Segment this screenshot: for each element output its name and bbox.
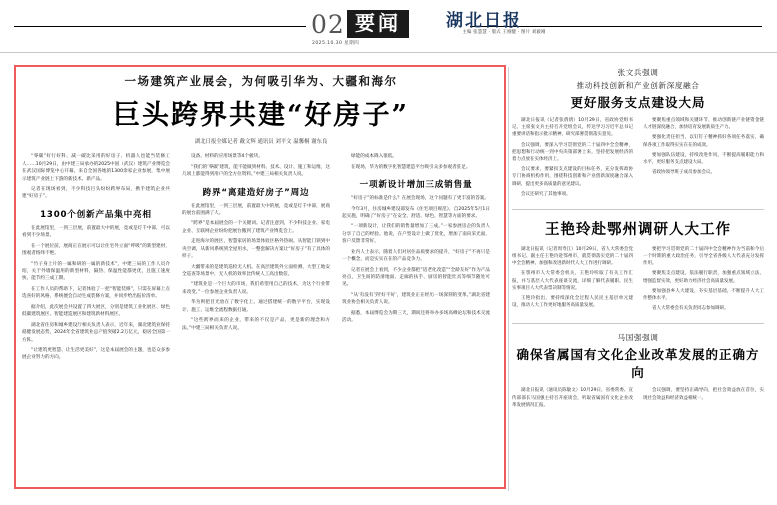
paragraph: 王艳玲指出，要持续深化全过程人民民主基层单元建设，推动人大工作更好地服务高质量发展。	[512, 296, 633, 309]
story-wangyanling	[512, 218, 764, 316]
lead-story	[22, 73, 500, 483]
secondary-stories	[512, 67, 764, 491]
story-shoulder: 张文兵强调	[617, 68, 659, 77]
story-headline: 确保省属国有文化企业改革发展的正确方向	[516, 347, 760, 381]
paragraph: “跨界”是本届展会的一个关键词。记者注意到，不少科技企业、家电企业、互联网企业纷纷把展台搬到了建筑产业博览会上。	[182, 221, 330, 234]
paragraph: 省人大常委会有关负责同志参加调研。	[652, 306, 729, 312]
paragraph: 在鄂州市人大常委会机关，王艳玲听取了有关工作汇报，并与基层人大代表座谈交流，详细了解代表履职、民生实事项目人大代表票决制等情况。	[512, 271, 633, 291]
lead-column-3	[342, 153, 490, 365]
lead-subhead-3: 一项新设计增加三成销售量	[359, 180, 473, 191]
lead-shoulder-headline: 一场建筑产业展会，为何吸引华为、大疆和海尔	[124, 74, 398, 88]
newspaper-sheet	[0, 53, 777, 505]
paragraph: 省政协领导班子成员参加会议。	[652, 170, 715, 176]
story-dek: 推动科技创新和产业创新深度融合	[576, 81, 700, 90]
lead-main-headline: 巨头跨界共建“好房子”	[112, 100, 410, 131]
story-column-2	[643, 246, 764, 316]
story-divider	[512, 323, 764, 324]
paper-credits: 主编 张慧慧 · 版式 王刚健 · 图片 刘毅刚	[462, 30, 546, 35]
paragraph: 湖北省住房和城乡建设厅相关负责人表示，近年来，湖北建筑业保持稳健发展态势，2024年全省建筑业总产值突破2.2万亿元，稳居全国第一方阵。	[22, 322, 170, 343]
column-divider	[508, 67, 509, 491]
lead-subhead-1: 1300个创新产品集中亮相	[40, 209, 152, 220]
story-body	[512, 387, 764, 412]
story-divider	[512, 209, 764, 210]
paragraph: 湖北日报讯（通讯员陈敏文）10月29日，省委常委、宣传部部长马国强主持召开座谈会，听取省属国有文化企业改革发展情况汇报。	[512, 388, 633, 408]
lead-column-1	[22, 153, 170, 365]
paragraph: “从‘有没有’到‘好不好’，建筑业正在经历一场深刻的变革。”湖北省建筑业协会相关负责人说。	[342, 292, 490, 306]
story-zhangwenbing	[512, 67, 764, 201]
lead-column-2	[182, 153, 330, 365]
paragraph: “一项新设计，让我们的销售量增加了三成。”一家参展房企的负责人分享了自己的经验。他说，在户型设计上做了优化，增加了南向采光面，客户反馈非常好。	[342, 224, 490, 245]
story-column-2	[643, 387, 764, 412]
paragraph: 记者在展会上看到，不少企业都把“适老化改造”“全龄友好”作为产品亮点，卫生间的防滑地面、走廊的扶手、厨房的智能灶具等细节随处可见。	[342, 267, 490, 288]
paragraph: “好房子”的标准是什么？在展会现场，这个问题有了更丰富的答案。	[351, 196, 489, 202]
paragraph: 湖北日报讯（记者周寿江）10月29日，省人大常委会党组书记、副主任王艳玲赴鄂州市，就贯彻落实党的二十届四中全会精神、加强和改进新时代人大工作进行调研。	[512, 246, 633, 267]
paragraph: 绿能的成本降入很低。	[351, 154, 397, 160]
paragraph: 在现场，华为的数字化智慧建造平台吸引众多参观者驻足。	[351, 164, 471, 170]
paper-logo: 湖北日报	[446, 11, 522, 31]
paragraph: 要加强队伍建设，持续改进作风，不断提高履职能力和水平，更好服务支点建设大局。	[643, 152, 764, 165]
paragraph: 要加强县乡人大建设，夯实基层基础，不断提升人大工作整体水平。	[643, 288, 764, 301]
section-label: 要闻	[347, 10, 409, 38]
lead-subhead-2: 跨界“离建造好房子”周边	[202, 187, 310, 198]
paragraph: “我们的‘零碳’建筑，能不能做到材料、技术、设计、施工和运维，这几项上都能得到用户的全方位资料。”中建三局相关负责人说。	[182, 164, 330, 178]
paragraph: 今年3月，住房城乡建设部发布《住宅项目规范》，自2025年5月1日起实施，明确了“好房子”在安全、舒适、绿色、智慧等方面的要求。	[342, 206, 490, 219]
story-column-1	[512, 117, 633, 201]
story-headline: 更好服务支点建设大局	[570, 95, 706, 110]
story-body	[512, 246, 764, 316]
paragraph: “竹子身上片的一属和研的一属的新技术”，中建三局的工作人员介绍，关于外墙保温用的新型材料，隔热、保温性能都更优，且施工速度快，能节约三成工期。	[22, 261, 170, 282]
paragraph: 在此展馆里，一到三层展，前置最大中的展，竟或是灯千中部，展商的展台前围满了人。	[182, 203, 330, 216]
paragraph: “零碳”好行好科、减一碳比采用的好房子、机器人也能当装修工人……10月29日，由中建三局承办的2025中国（武汉）建筑产业博览会在武汉国际博览中心开幕，来自全国各地的1300余家企业参展，集中展示建筑产业链上下游的新技术、新产品。	[22, 154, 170, 182]
paragraph: 记者在现场看到，不少科技巨头纷纷跨界布局，携手建筑企业共建“好房子”。	[22, 186, 170, 200]
masthead	[0, 0, 777, 53]
paragraph: 要聚焦支点建设，依法履行职责，加强重点领域立法，增强监督实效，更好助力经济社会高质量发展。	[643, 271, 764, 284]
paragraph: 走进海尔的展区，智慧家居的场景体验区格外热闹。从智能门锁到中央空调，从新风系统到全屋用水，一整套解决方案让“好房子”有了具体的样子。	[182, 239, 330, 260]
paragraph: 要强化责任担当，以钉钉子精神抓好各项任务落实，确保各项工作取得实实在在的成效。	[643, 135, 764, 148]
story-body	[512, 117, 764, 201]
story-column-1	[512, 246, 633, 316]
paragraph: 在此展馆里，一到三层展，前置最大中的展，竟或是灯千中部，可以看到不少场景。	[22, 225, 170, 239]
paragraph: 要聚焦重点领域和关键环节，推动创新链产业链资金链人才链深度融合，加快培育发展新质生产力。	[643, 118, 764, 131]
masthead-date: 2025.10.30 星期四	[312, 41, 360, 46]
paragraph: 据悉，本届博览会为期三天，期间还将举办多场高峰论坛和技术交流活动。	[342, 310, 490, 324]
paragraph: “这些跨界而来的企业，带来的不仅是产品，更是新的理念和方法。”中建三局相关负责人说。	[182, 318, 330, 331]
paragraph: 在一个展位前，展商正在展示可以让住宅外立面“呼吸”的新型建材，围观者络绎不绝。	[22, 243, 170, 257]
paragraph: 会议还研究了其他事项。	[521, 191, 571, 197]
paragraph: 要把学习贯彻党的二十届四中全会精神作为当前和今后一个时期的重大政治任务，引导全省各级人大代表充分发挥作用。	[643, 246, 764, 267]
paragraph: 华为则把目光放在了数字化上。通过搭建统一的数字平台，实现设计、施工、运维全流程数据打通。	[182, 300, 330, 313]
paragraph: “建筑业是一个巨大的市场，我们希望用自己的技术，为这个行业带来改变。”一位参展企业负责人说。	[182, 282, 330, 295]
paragraph: 业内人士表示，随着人们对居住品质要求的提升，“好房子”不再只是一个概念，而是实实在在的产品竞争力。	[342, 249, 490, 263]
paragraph: 会议强调，要坚持正确导向，把社会效益放在首位，实现社会效益和经济效益相统一。	[643, 388, 764, 401]
paragraph: 设备、材料的应用场景等4个板块。	[191, 154, 263, 160]
story-column-2	[643, 117, 764, 201]
masthead-rule-left	[14, 26, 306, 27]
story-headline: 王艳玲赴鄂州调研人大工作	[545, 220, 731, 238]
paragraph: 在工作人员的帮助下，记者体验了一把“智能装修”，只需在屏幕上点选喜好的风格，系统便会自动生成装修方案，并同步给出报价清单。	[22, 286, 170, 300]
page-number: 02	[311, 10, 345, 39]
paragraph: 大疆带来的是建筑巡检无人机。在高层建筑外立面检测、大型工地安全巡查等场景中，无人机的效率比传统人工高出数倍。	[182, 264, 330, 277]
story-maguoqiang	[512, 332, 764, 412]
paragraph: 据介绍，此次展会共设置了四大展区，分别是建筑工业化展区、绿色低碳建筑展区、智能建造展区和建筑新材料展区。	[22, 304, 170, 318]
story-shoulder: 马国强强调	[617, 333, 659, 343]
lead-body-columns	[22, 153, 500, 365]
lead-byline: 湖北日报全媒记者 戴文辉 通讯员 刘平文 温馨桐 谢东良	[194, 139, 328, 145]
paragraph: 湖北日报讯（记者张倩倩）10月29日，省政协党组书记、主席张文兵主持召开党组会议，传达学习习近平总书记重要讲话和指示批示精神，研究部署贯彻落实意见。	[512, 118, 633, 138]
story-column-1	[512, 387, 633, 412]
paragraph: “让建筑更智慧、让生活更美好”，这是本届展会的主题，也是众多参展企业努力的方向。	[22, 347, 170, 361]
paragraph: 会议强调，要深入学习贯彻党的二十届四中全会精神，把思想和行动统一到中央决策部署上来，坚持把发展经济的着力点放在实体经济上。	[512, 142, 633, 162]
paragraph: 会议要求，要紧扣支点建设的目标任务，充分发挥政协专门协商机构作用，围绕科技创新和产业创新深度融合深入调研，提出更多高质量的意见建议。	[512, 167, 633, 187]
